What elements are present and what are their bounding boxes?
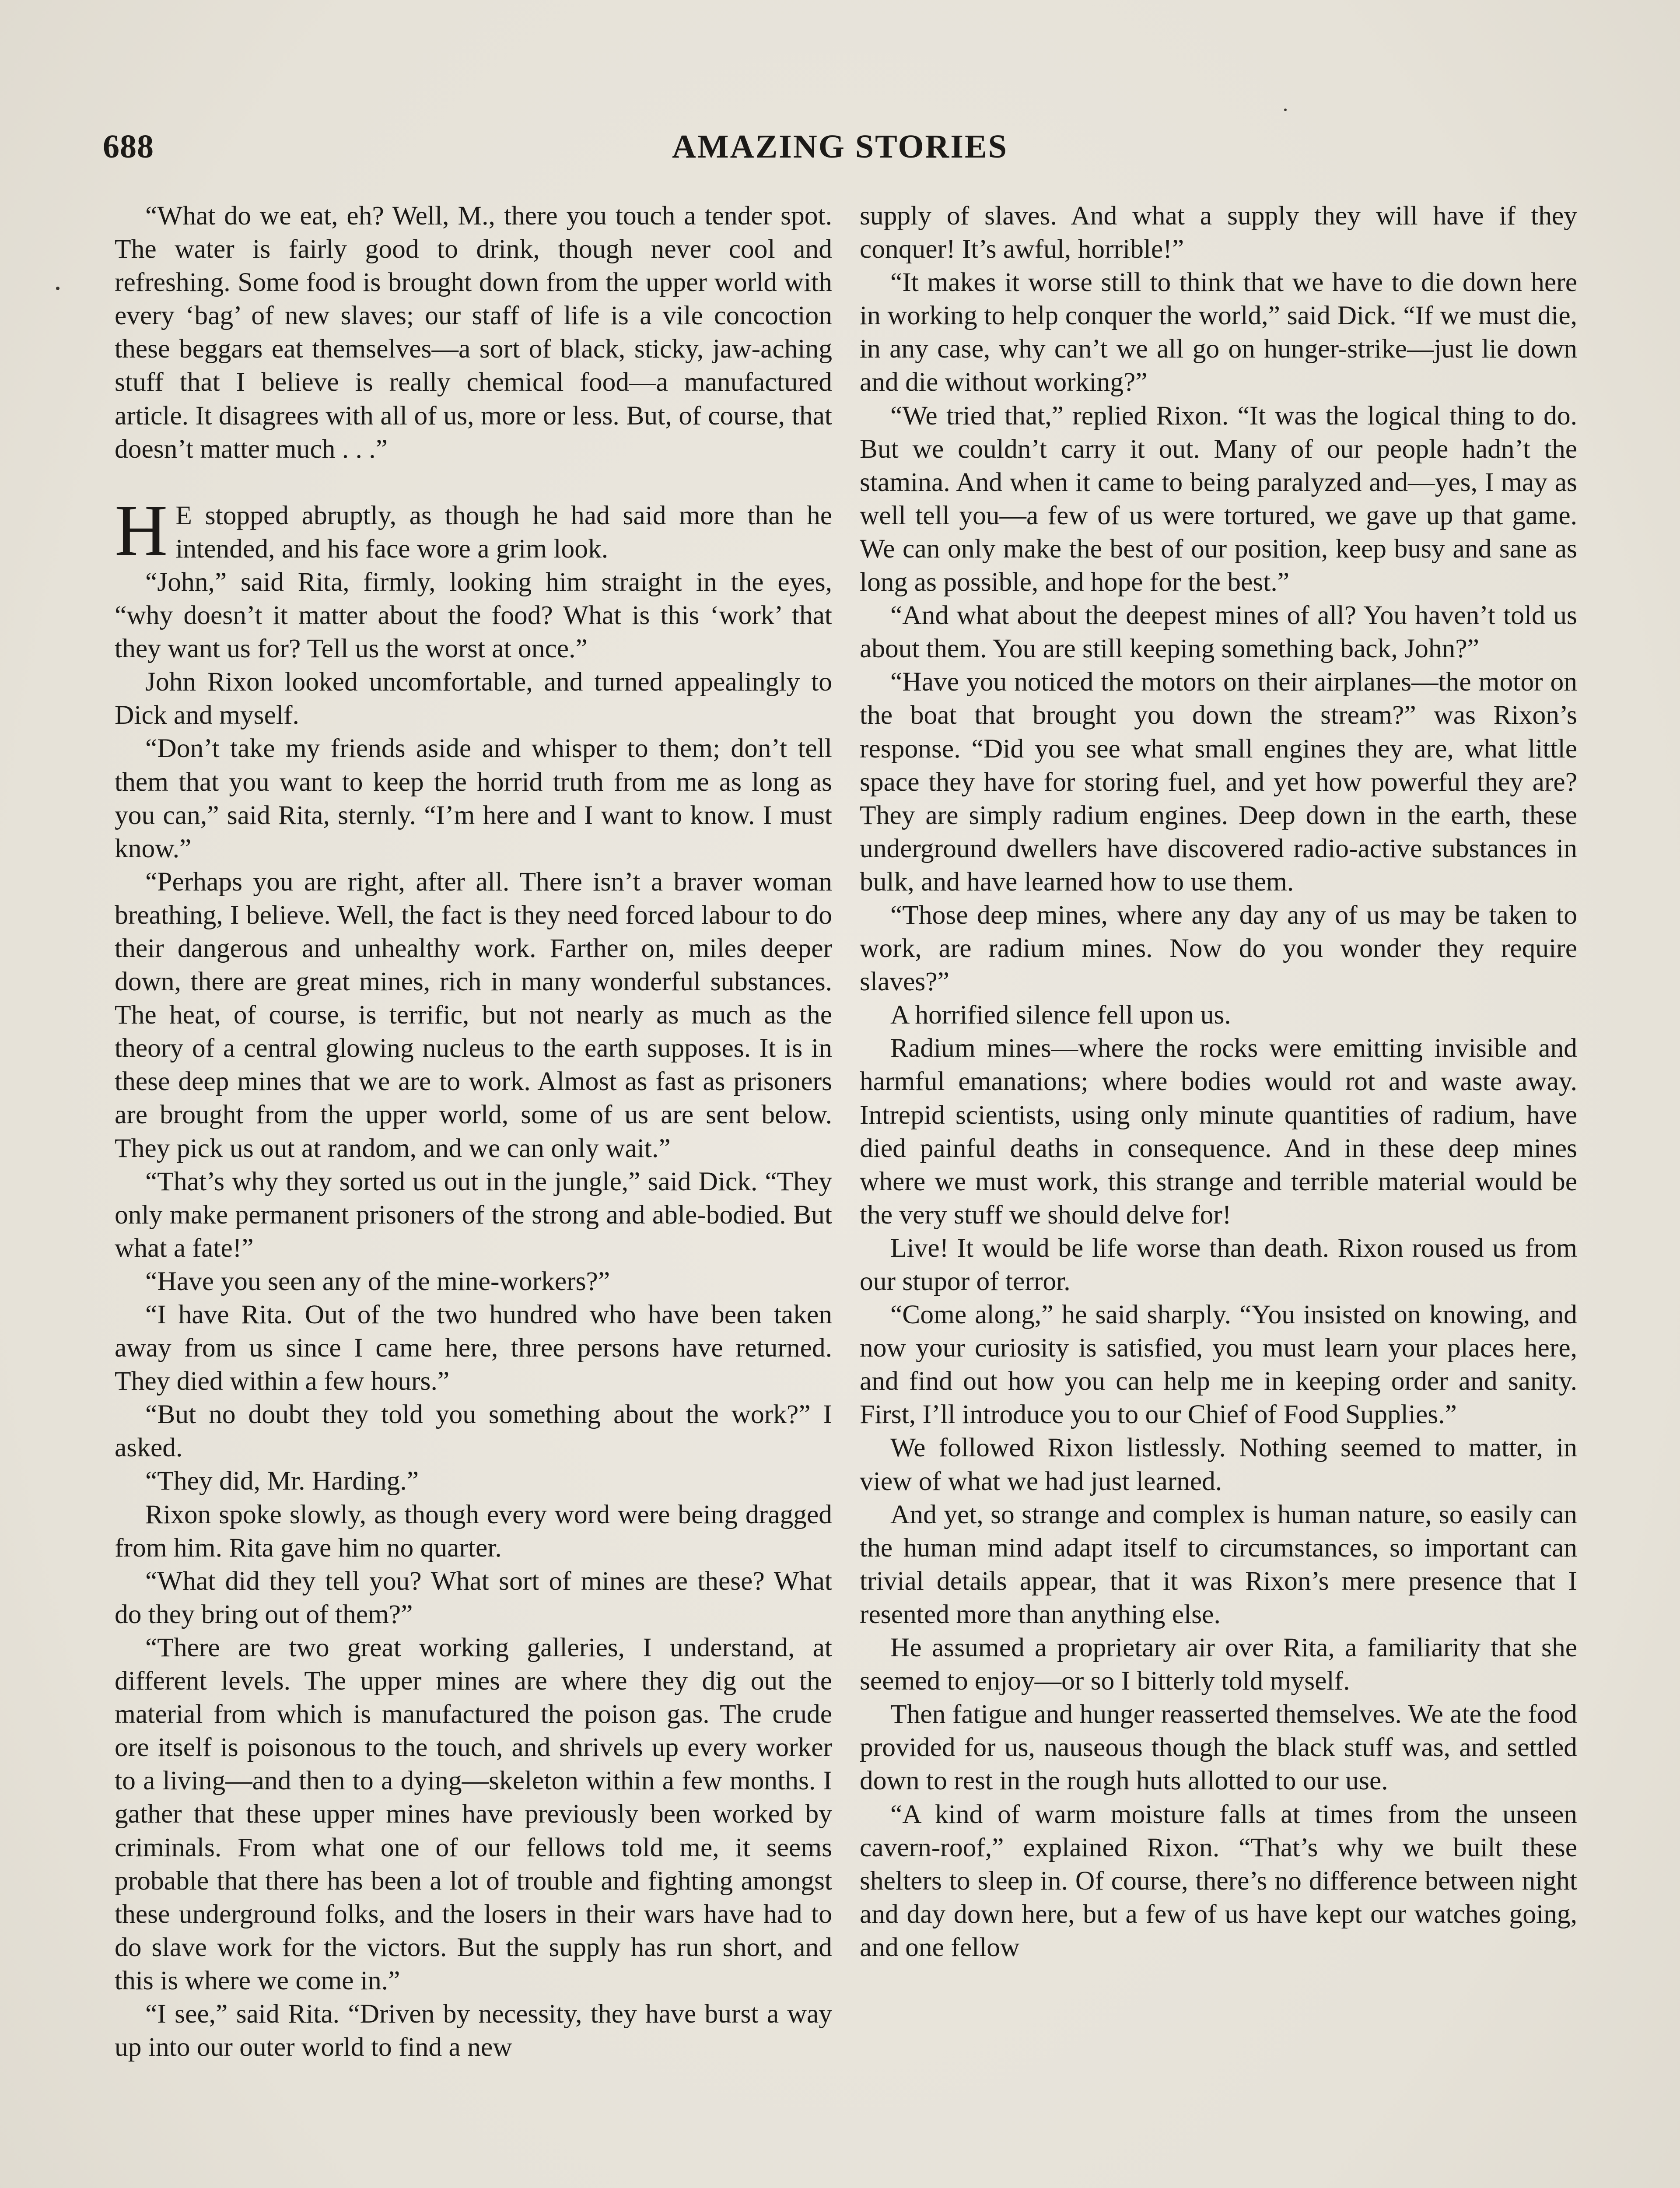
- page-header: [103, 128, 1577, 176]
- paragraph: Then fatigue and hunger reasserted themselves. We ate the food provided for us, nauseous though the black stuff was, and settled down to rest in the rough huts allotted to our use.: [860, 1699, 1577, 1796]
- paragraph: “What did they tell you? What sort of mines are these? What do they bring out of them?”: [115, 1566, 832, 1629]
- paragraph: We followed Rixon listlessly. Nothing seemed to matter, in view of what we had just learned.: [860, 1433, 1577, 1496]
- paragraph: “I have Rita. Out of the two hundred who have been taken away from us since I came here, three persons have returned. They died within a few hours.”: [115, 1300, 832, 1396]
- paragraph: “Have you seen any of the mine-workers?”: [145, 1266, 610, 1296]
- paragraph: “Have you noticed the motors on their airplanes—the motor on the boat that brought you down the stream?” was Rixon’s response. “Did you see what small engines they are, what little space they have for storing fuel, and yet how powerful they are? They are simply radium engines. Deep down in the earth, these underground dwellers have discovered radio-active substances in bulk, and have learned how to use them.: [860, 667, 1577, 897]
- page-number: 688: [103, 128, 154, 165]
- paragraph: “We tried that,” replied Rixon. “It was the logical thing to do. But we couldn’t carry it out. Many of our people hadn’t the stamina. And when it came to being paralyzed and—yes, I may as well tell you—a few of us were tortured, we gave up that game. We can only make the best of our position, keep busy and sane as long as possible, and hope for the best.”: [860, 400, 1577, 597]
- paragraph: “What do we eat, eh? Well, M., there you touch a tender spot. The water is fairly good to drink, though never cool and refreshing. Some food is brought down from the upper world with every ‘bag’ of new slaves; our staff of life is a vile concoction these beggars eat themselves—a sort of black, sticky, jaw-aching stuff that I believe is really chemical food—a manufactured article. It disagrees with all of us, more or less. But, of course, that doesn’t matter much . . .”: [115, 201, 832, 464]
- paragraph-text: E stopped abruptly, as though he had said more than he intended, and his face wore a grim look.: [175, 500, 832, 564]
- paragraph: “There are two great working galleries, I understand, at different levels. The upper mines are where they dig out the material from which is manufactured the poison gas. The crude ore itself is poisonous to the touch, and shrivels up every worker to a living—and then to a dying—skeleton within a few months. I gather that these upper mines have previously been worked by criminals. From what one of our fellows told me, it seems probable that there has been a lot of trouble and fighting amongst these underground folks, and the losers in their wars have had to do slave work for the victors. But the supply has run short, and this is where we come in.”: [115, 1632, 832, 1995]
- paragraph: John Rixon looked uncomfortable, and turned appealingly to Dick and myself.: [115, 667, 832, 730]
- drop-cap: H: [115, 489, 168, 571]
- paragraph: “John,” said Rita, firmly, looking him straight in the eyes, “why doesn’t it matter about the food? What is this ‘work’ that they want us for? Tell us the worst at once.”: [115, 567, 832, 664]
- print-speck: [1284, 109, 1287, 111]
- paragraph: “But no doubt they told you something about the work?” I asked.: [115, 1399, 832, 1463]
- paragraph: “I see,” said Rita. “Driven by necessity, they have burst a way up into our outer world to find a new: [115, 1999, 832, 2062]
- paragraph: He assumed a proprietary air over Rita, a familiarity that she seemed to enjoy—or so I bitterly told myself.: [860, 1633, 1577, 1696]
- paragraph: supply of slaves. And what a supply they will have if they conquer! It’s awful, horrible!”: [860, 201, 1577, 264]
- paragraph: Radium mines—where the rocks were emitting invisible and harmful emanations; where bodies would rot and waste away. Intrepid scientists, using only minute quantities of radium, have died painful deaths in consequence. And in these deep mines where we must work, this strange and terrible material would be the very stuff we should delve for!: [860, 1033, 1577, 1230]
- running-title: AMAZING STORIES: [672, 128, 1008, 165]
- right-column: [860, 199, 1577, 1964]
- paragraph: “That’s why they sorted us out in the jungle,” said Dick. “They only make permanent prisoners of the strong and able-bodied. But what a fate!”: [115, 1166, 832, 1263]
- paragraph-dropcap: [115, 489, 832, 571]
- paragraph: “And what about the deepest mines of all? You haven’t told us about them. You are still keeping something back, John?”: [860, 600, 1577, 664]
- paragraph: And yet, so strange and complex is human nature, so easily can the human mind adapt itself to circumstances, so important can trivial details appear, that it was Rixon’s mere presence that I resented more than anything else.: [860, 1499, 1577, 1629]
- paragraph: “Come along,” he said sharply. “You insisted on knowing, and now your curiosity is satisfied, you must learn your places here, and find out how you can help me in keeping order and sanity. First, I’ll introduce you to our Chief of Food Supplies.”: [860, 1300, 1577, 1430]
- paragraph: “It makes it worse still to think that we have to die down here in working to help conquer the world,” said Dick. “If we must die, in any case, why can’t we all go on hunger-strike—just lie down and die without working?”: [860, 267, 1577, 397]
- paragraph: “They did, Mr. Harding.”: [145, 1466, 419, 1496]
- paragraph: Live! It would be life worse than death. Rixon roused us from our stupor of terror.: [860, 1233, 1577, 1296]
- left-column: [115, 199, 832, 2064]
- paragraph: “Don’t take my friends aside and whisper to them; don’t tell them that you want to keep the horrid truth from me as long as you can,” said Rita, sternly. “I’m here and I want to know. I must know.”: [115, 733, 832, 863]
- paragraph: “Perhaps you are right, after all. There isn’t a braver woman breathing, I believe. Well, the fact is they need forced labour to do their dangerous and unhealthy work. Farther on, miles deeper down, there are great mines, rich in many wonderful substances. The heat, of course, is terrific, but not nearly as much as the theory of a central glowing nucleus to the earth supposes. It is in these deep mines that we are to work. Almost as fast as prisoners are brought from the upper world, some of us are sent below. They pick us out at random, and we can only wait.”: [115, 866, 832, 1163]
- paragraph: “A kind of warm moisture falls at times from the unseen cavern-roof,” explained Rixon. “That’s why we built these shelters to sleep in. Of course, there’s no difference between night and day down here, but a few of us have kept our watches going, and one fellow: [860, 1799, 1577, 1962]
- paragraph: “Those deep mines, where any day any of us may be taken to work, are radium mines. Now do you wonder they require slaves?”: [860, 900, 1577, 997]
- print-speck: [56, 287, 60, 290]
- paragraph: Rixon spoke slowly, as though every word were being dragged from him. Rita gave him no quarter.: [115, 1499, 832, 1563]
- paragraph: A horrified silence fell upon us.: [890, 1000, 1231, 1030]
